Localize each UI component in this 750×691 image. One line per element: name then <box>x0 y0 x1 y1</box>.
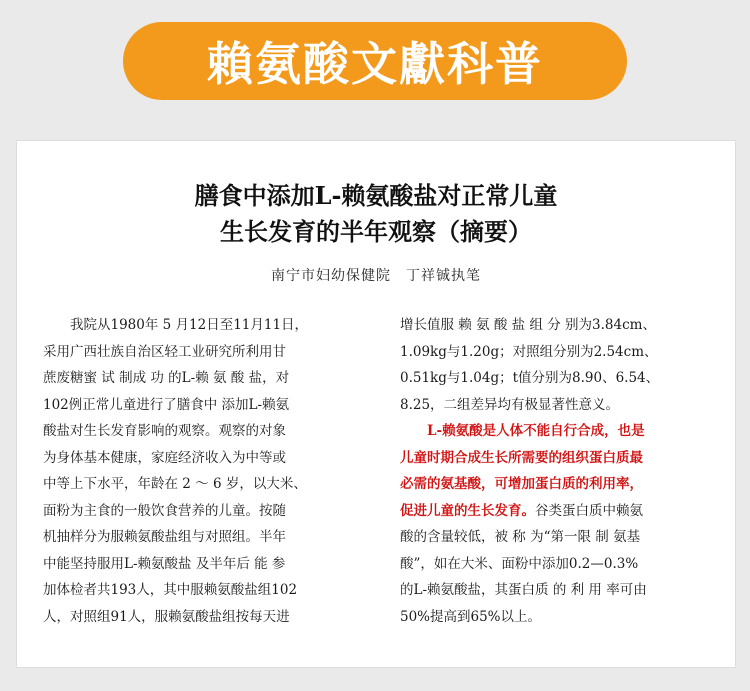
highlighted-line: L-赖氨酸是人体不能自行合成，也是 <box>400 423 645 439</box>
highlighted-line: 儿童时期合成生长所需要的组织蛋白质最 <box>400 449 643 466</box>
highlighted-text: 促进儿童的生长发育。 <box>400 502 535 519</box>
right-line: 酸”，如在大米、面粉中添加0.2—0.3% <box>400 555 639 572</box>
left-line: 102例正常儿童进行了膳食中 添加L-赖氨 <box>43 396 290 413</box>
left-line: 我院从1980年 5 月12日至11月11日， <box>43 317 309 333</box>
left-line: 酸盐对生长发育影响的观察。观察的对象 <box>43 423 286 439</box>
right-line: 0.51kg与1.04g；t值分别为8.90、6.54、 <box>400 370 660 386</box>
left-line: 为身体基本健康，家庭经济收入为中等或 <box>43 449 286 466</box>
right-line: 8.25，二组差异均有极显著性意义。 <box>400 396 620 413</box>
right-line: 的L-赖氨酸盐，其蛋白质 的 利 用 率可由 <box>400 582 647 598</box>
right-line: 增长值服 赖 氨 酸 盐 组 分 别为3.84cm、 <box>400 317 656 333</box>
left-line: 机抽样分为服赖氨酸盐组与对照组。半年 <box>43 529 286 545</box>
left-line: 中等上下水平，年龄在 2 ～ 6 岁，以大米、 <box>43 476 307 492</box>
right-line: 1.09kg与1.20g；对照组分别为2.54cm、 <box>400 343 658 360</box>
left-column <box>43 312 388 630</box>
right-line: 50%提高到65%以上。 <box>400 608 542 625</box>
left-line: 面粉为主食的一般饮食营养的儿童。按随 <box>43 502 286 519</box>
document-author: 南宁市妇幼保健院 丁祥铖执笔 <box>271 268 481 284</box>
title-banner <box>123 22 627 100</box>
right-line-text: 谷类蛋白质中赖氨 <box>535 502 643 519</box>
document-title-line-2: 生长发育的半年观察（摘要） <box>220 217 532 246</box>
left-line: 蔗废糖蜜 试 制成 功 的L-赖 氨 酸 盐，对 <box>43 370 290 386</box>
document-title-line-1: 膳食中添加L-赖氨酸盐对正常儿童 <box>194 181 558 210</box>
left-line: 加体检者共193人，其中服赖氨酸盐组102 <box>43 582 298 598</box>
highlighted-line: 必需的氨基酸，可增加蛋白质的利用率， <box>400 476 643 492</box>
right-column <box>400 312 722 630</box>
right-line: 酸的含量较低，被 称 为“第一限 制 氨基 <box>400 529 641 545</box>
left-line: 采用广西壮族自治区轻工业研究所利用甘 <box>43 343 286 360</box>
banner-title: 賴氨酸文獻科普 <box>207 37 543 91</box>
left-line: 中能坚持服用L-赖氨酸盐 及半年后 能 参 <box>43 555 286 572</box>
document-scan <box>16 140 736 668</box>
left-line: 人，对照组91人，服赖氨酸盐组按每天进 <box>43 608 290 625</box>
mixed-line <box>400 498 722 525</box>
